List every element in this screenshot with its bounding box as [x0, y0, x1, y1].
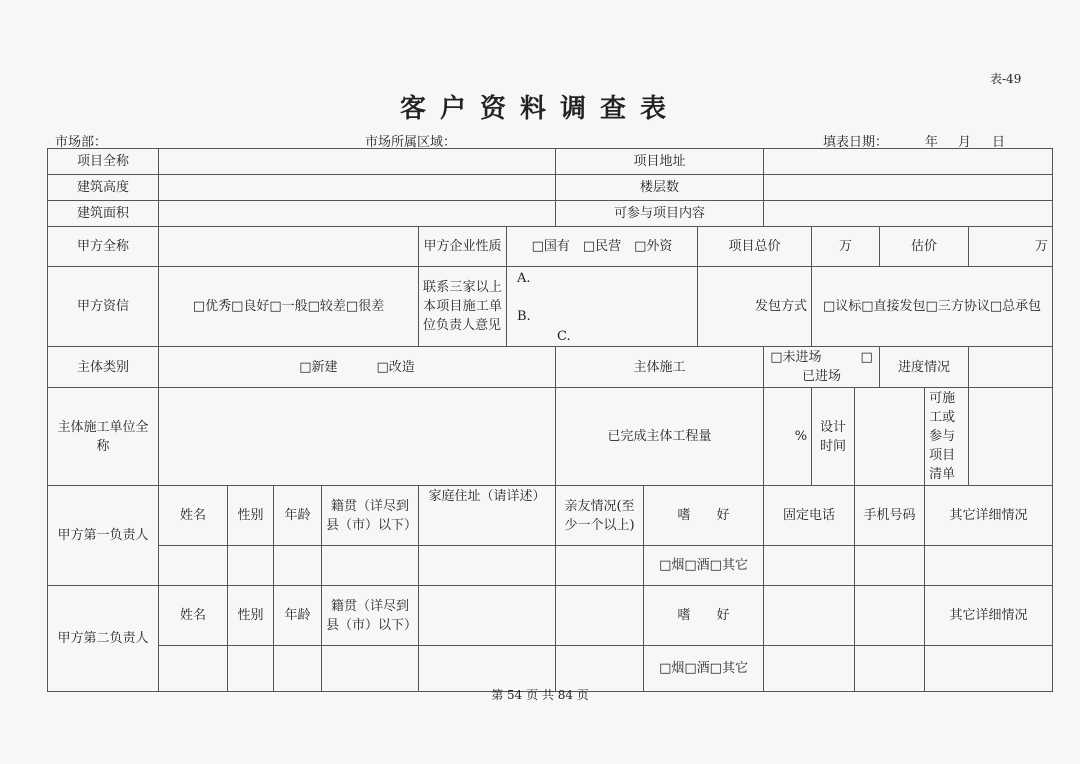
col-other-2: 其它详细情况 — [925, 586, 1053, 646]
col-age-2: 年龄 — [274, 586, 322, 646]
party-a-credit-label: 甲方资信 — [48, 267, 159, 347]
second-name-value[interactable] — [159, 646, 228, 692]
first-hobby-options[interactable]: □烟□酒□其它 — [644, 546, 764, 586]
col-origin: 籍贯（详尽到县（市）以下） — [322, 486, 419, 546]
design-time-label: 设计时间 — [812, 388, 855, 486]
project-name-label: 项目全称 — [48, 149, 159, 175]
col-gender-2: 性别 — [228, 586, 274, 646]
home-address-2-cell[interactable] — [419, 586, 556, 646]
fill-date-label: 填表日期： — [823, 135, 889, 150]
option-a: A. — [517, 270, 531, 286]
market-area-label: 市场所属区域： — [365, 135, 457, 150]
col-gender: 性别 — [228, 486, 274, 546]
first-phone-value[interactable] — [764, 546, 855, 586]
first-name-value[interactable] — [159, 546, 228, 586]
available-list-value[interactable] — [969, 388, 1053, 486]
first-mobile-value[interactable] — [855, 546, 925, 586]
completed-main-label: 已完成主体工程量 — [556, 388, 764, 486]
building-height-label: 建筑高度 — [48, 175, 159, 201]
progress-label: 进度情况 — [880, 347, 969, 388]
building-height-value[interactable] — [159, 175, 556, 201]
participate-content-value[interactable] — [764, 201, 1053, 227]
col-name-2: 姓名 — [159, 586, 228, 646]
col-hobby: 嗜 好 — [644, 486, 764, 546]
survey-table — [47, 148, 1053, 692]
second-phone-value[interactable] — [764, 646, 855, 692]
col-age: 年龄 — [274, 486, 322, 546]
first-age-value[interactable] — [274, 546, 322, 586]
party-a-name-value[interactable] — [159, 227, 419, 267]
estimate-label: 估价 — [880, 227, 969, 267]
col-relatives: 亲友情况(至少一个以上) — [556, 486, 644, 546]
col-hobby-2: 嗜 好 — [644, 586, 764, 646]
col-name: 姓名 — [159, 486, 228, 546]
party-a-nature-label: 甲方企业性质 — [419, 227, 507, 267]
second-age-value[interactable] — [274, 646, 322, 692]
second-address-value[interactable] — [419, 646, 556, 692]
project-total-label: 项目总价 — [698, 227, 812, 267]
second-gender-value[interactable] — [228, 646, 274, 692]
building-area-value[interactable] — [159, 201, 556, 227]
second-hobby-options[interactable]: □烟□酒□其它 — [644, 646, 764, 692]
project-total-unit: 万 — [812, 227, 880, 267]
participate-content-label: 可参与项目内容 — [556, 201, 764, 227]
first-address-value[interactable] — [419, 546, 556, 586]
design-time-value[interactable] — [855, 388, 925, 486]
party-a-name-label: 甲方全称 — [48, 227, 159, 267]
second-origin-value[interactable] — [322, 646, 419, 692]
option-b: B. — [517, 308, 531, 324]
col-origin-2: 籍贯（详尽到县（市）以下） — [322, 586, 419, 646]
relatives-2-cell[interactable] — [556, 586, 644, 646]
progress-value[interactable] — [969, 347, 1053, 388]
first-gender-value[interactable] — [228, 546, 274, 586]
construction-options[interactable]: □未进场 □已进场 — [764, 347, 880, 388]
floors-value[interactable] — [764, 175, 1053, 201]
contract-mode-label: 发包方式 — [698, 267, 812, 347]
day-label: 日 — [992, 135, 1006, 150]
credit-options[interactable]: □优秀□良好□一般□较差□很差 — [159, 267, 419, 347]
second-person-label: 甲方第二负责人 — [48, 586, 159, 692]
estimate-unit: 万 — [969, 227, 1053, 267]
mobile-2-cell[interactable] — [855, 586, 925, 646]
contract-options[interactable]: □议标□直接发包□三方协议□总承包 — [812, 267, 1053, 347]
main-type-options[interactable]: □新建 □改造 — [159, 347, 556, 388]
page-title: 客户资料调查表 — [399, 94, 680, 124]
first-origin-value[interactable] — [322, 546, 419, 586]
col-mobile: 手机号码 — [855, 486, 925, 546]
completed-main-unit: % — [764, 388, 812, 486]
party-a-nature-options[interactable]: □国有 □民营 □外资 — [507, 227, 698, 267]
second-other-value[interactable] — [925, 646, 1053, 692]
page-footer: 第 54 页 共 84 页 — [491, 688, 589, 702]
main-construction-label: 主体施工 — [556, 347, 764, 388]
second-mobile-value[interactable] — [855, 646, 925, 692]
first-other-value[interactable] — [925, 546, 1053, 586]
project-address-label: 项目地址 — [556, 149, 764, 175]
main-unit-name-value[interactable] — [159, 388, 556, 486]
contact-three-label: 联系三家以上本项目施工单位负责人意见 — [419, 267, 507, 347]
form-number: 表-49 — [990, 72, 1022, 86]
first-person-label: 甲方第一负责人 — [48, 486, 159, 586]
phone-2-cell[interactable] — [764, 586, 855, 646]
main-type-label: 主体类别 — [48, 347, 159, 388]
year-label: 年 — [925, 135, 939, 150]
col-other: 其它详细情况 — [925, 486, 1053, 546]
contact-options[interactable] — [507, 267, 698, 347]
available-list-label: 可施工或参与项目清单 — [925, 388, 969, 486]
building-area-label: 建筑面积 — [48, 201, 159, 227]
project-address-value[interactable] — [764, 149, 1053, 175]
project-name-value[interactable] — [159, 149, 556, 175]
col-home-address: 家庭住址（请详述） — [419, 486, 556, 546]
month-label: 月 — [958, 135, 972, 150]
col-phone: 固定电话 — [764, 486, 855, 546]
second-relatives-value[interactable] — [556, 646, 644, 692]
first-relatives-value[interactable] — [556, 546, 644, 586]
option-c: C. — [557, 328, 571, 344]
market-dept-label: 市场部： — [55, 135, 108, 150]
main-unit-name-label: 主体施工单位全称 — [48, 388, 159, 486]
floors-label: 楼层数 — [556, 175, 764, 201]
